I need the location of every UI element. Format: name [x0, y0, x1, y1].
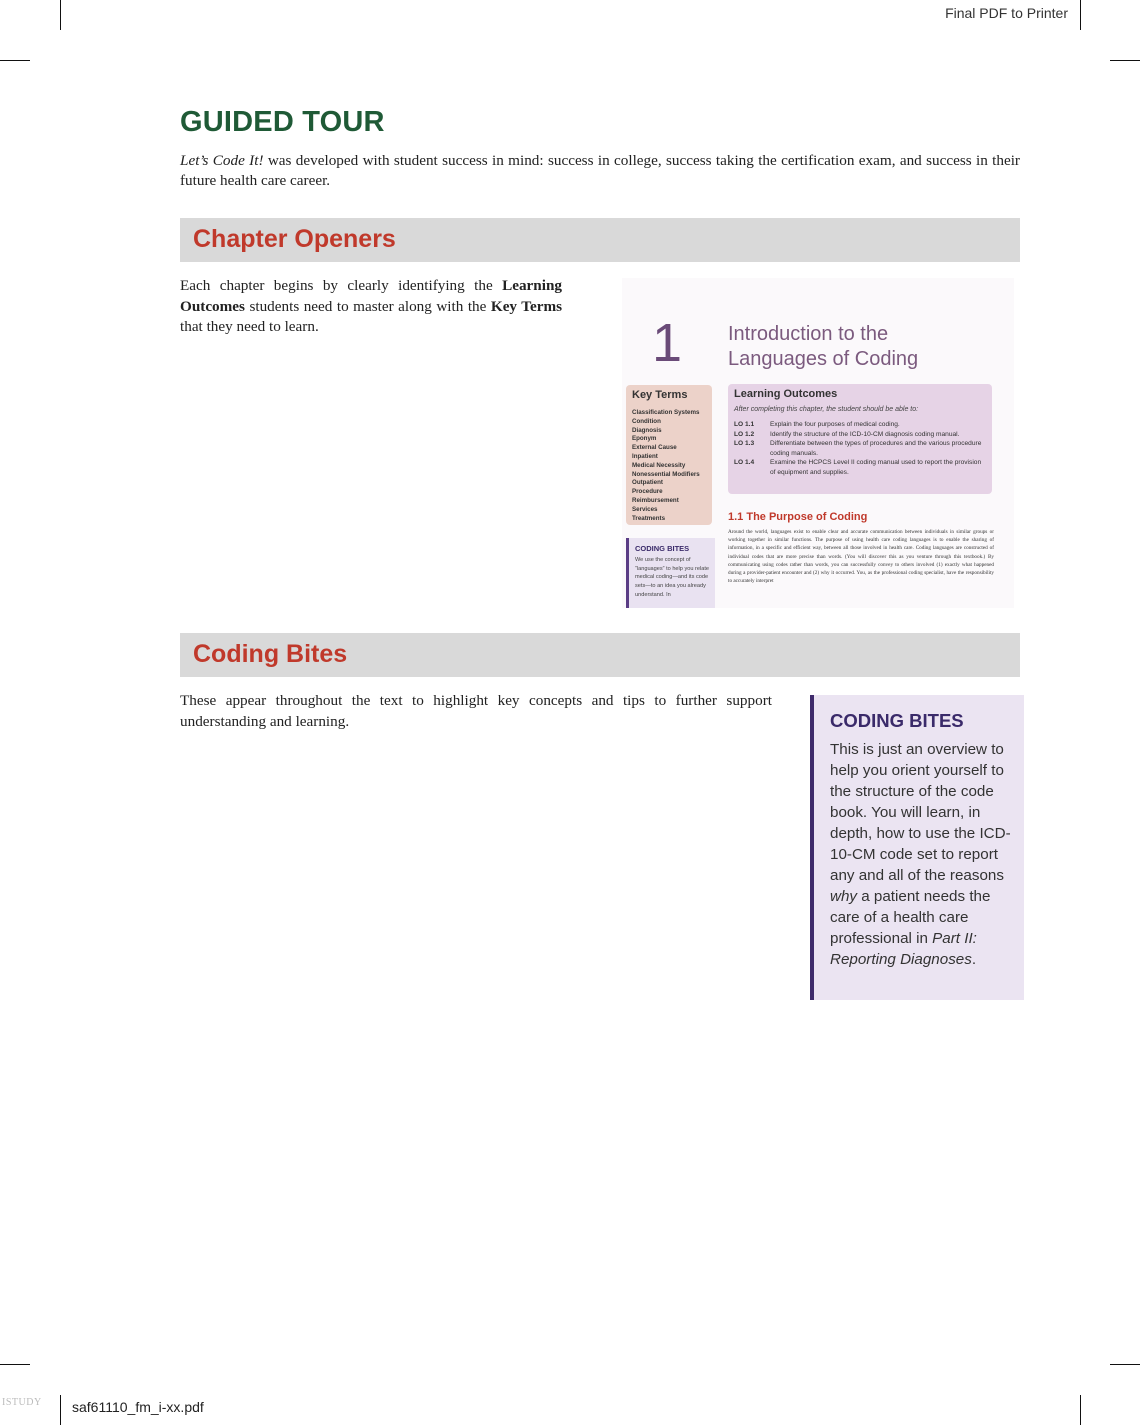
- section-heading: Chapter Openers: [193, 225, 396, 253]
- book-title: Let’s Code It!: [180, 152, 264, 169]
- crop-mark: [1080, 1395, 1081, 1425]
- chapter-opener-image: [622, 278, 1014, 608]
- coding-bites-mini-heading: CODING BITES: [635, 544, 690, 553]
- crop-mark: [60, 0, 61, 30]
- watermark: ISTUDY: [2, 1397, 42, 1408]
- coding-bites-mini-text: We use the concept of “languages” to help you relate medical coding—and its code sets—to an idea you already understand. In: [635, 557, 710, 598]
- page-title: GUIDED TOUR: [180, 106, 385, 138]
- learning-outcomes-term: Learning Outcomes: [180, 277, 562, 315]
- learning-outcome: LO 1.3 Differentiate between the types of procedures and the various procedure coding manuals.: [734, 440, 982, 457]
- learning-outcomes-list: [734, 420, 986, 478]
- section-1-1-heading: 1.1 The Purpose of Coding: [728, 511, 868, 523]
- learning-outcome: LO 1.1 Explain the four purposes of medical coding.: [734, 421, 900, 428]
- learning-outcome: LO 1.2 Identify the structure of the ICD-10-CM diagnosis coding manual.: [734, 430, 960, 438]
- crop-mark: [0, 1364, 30, 1365]
- chapter-number: 1: [652, 313, 683, 373]
- section-heading: Coding Bites: [193, 640, 348, 668]
- key-terms-list: Classification Systems Condition Diagnosis Eponym External Cause Inpatient Medical Necessity Nonessential Modifiers Outpatient Procedure Reimbursement Services Treatments: [632, 409, 700, 522]
- intro-paragraph: [180, 151, 1020, 191]
- section-header-coding-bites: [180, 633, 1020, 677]
- intro-text: was developed with student success in mind: success in college, success taking the certification exam, and success in their future health care career.: [180, 152, 1020, 189]
- chapter-openers-description: Each chapter begins by clearly identifying the Learning Outcomes students need to master along with the Key Terms that they need to learn.: [180, 277, 563, 335]
- learning-outcomes-heading: Learning Outcomes: [734, 388, 838, 400]
- learning-outcomes-box: [728, 384, 992, 494]
- coding-bites-description: These appear throughout the text to highlight key concepts and tips to further support understanding and learning.: [180, 692, 772, 730]
- crop-mark: [1080, 0, 1081, 30]
- coding-bites-text: This is just an overview to help you orient yourself to the structure of the code book. You will learn, in depth, how to use the ICD-10-CM code set to report any and all of the reasons why a patient needs the care of a health care professional in Part II: Reporting Diagnoses.: [830, 741, 1011, 968]
- crop-mark: [1110, 1364, 1140, 1365]
- coding-bites-callout: [810, 695, 1024, 1000]
- key-terms-term: Key Terms: [490, 297, 563, 315]
- coding-bites-heading: CODING BITES: [830, 710, 964, 731]
- printer-label: Final PDF to Printer: [945, 5, 1068, 21]
- section-1-1-body: Around the world, languages exist to enable clear and accurate communication between individuals in similar groups or working together in similar functions. The purpose of using health care coding languages is to enable the sharing of information, in a specific and efficient way, between all those involved in health care. Coding languages are constructed of individual codes that are more precise than words. (You will discover this as you venture through this textbook.) By communicating using codes rather than words, you can successfully convey to others involved (1) exactly what happened during a provider-patient encounter and (2) why it occurred. You, as the professional coding specialist, have the responsibility to accurately interpret: [728, 529, 994, 585]
- learning-outcomes-subtitle: After completing this chapter, the student should be able to:: [734, 406, 919, 413]
- chapter-title: Introduction to the Languages of Coding: [728, 323, 919, 370]
- crop-mark: [0, 60, 30, 61]
- key-terms-heading: Key Terms: [632, 389, 688, 401]
- crop-mark: [1110, 60, 1140, 61]
- footer-filename: saf61110_fm_i-xx.pdf: [72, 1399, 204, 1415]
- learning-outcome: LO 1.4 Examine the HCPCS Level II coding manual used to report the provision of equipment and supplies.: [734, 459, 982, 476]
- section-header-chapter-openers: [180, 218, 1020, 262]
- crop-mark: [60, 1395, 61, 1425]
- key-terms-box: [626, 385, 712, 525]
- coding-bites-mini-box: [626, 538, 715, 608]
